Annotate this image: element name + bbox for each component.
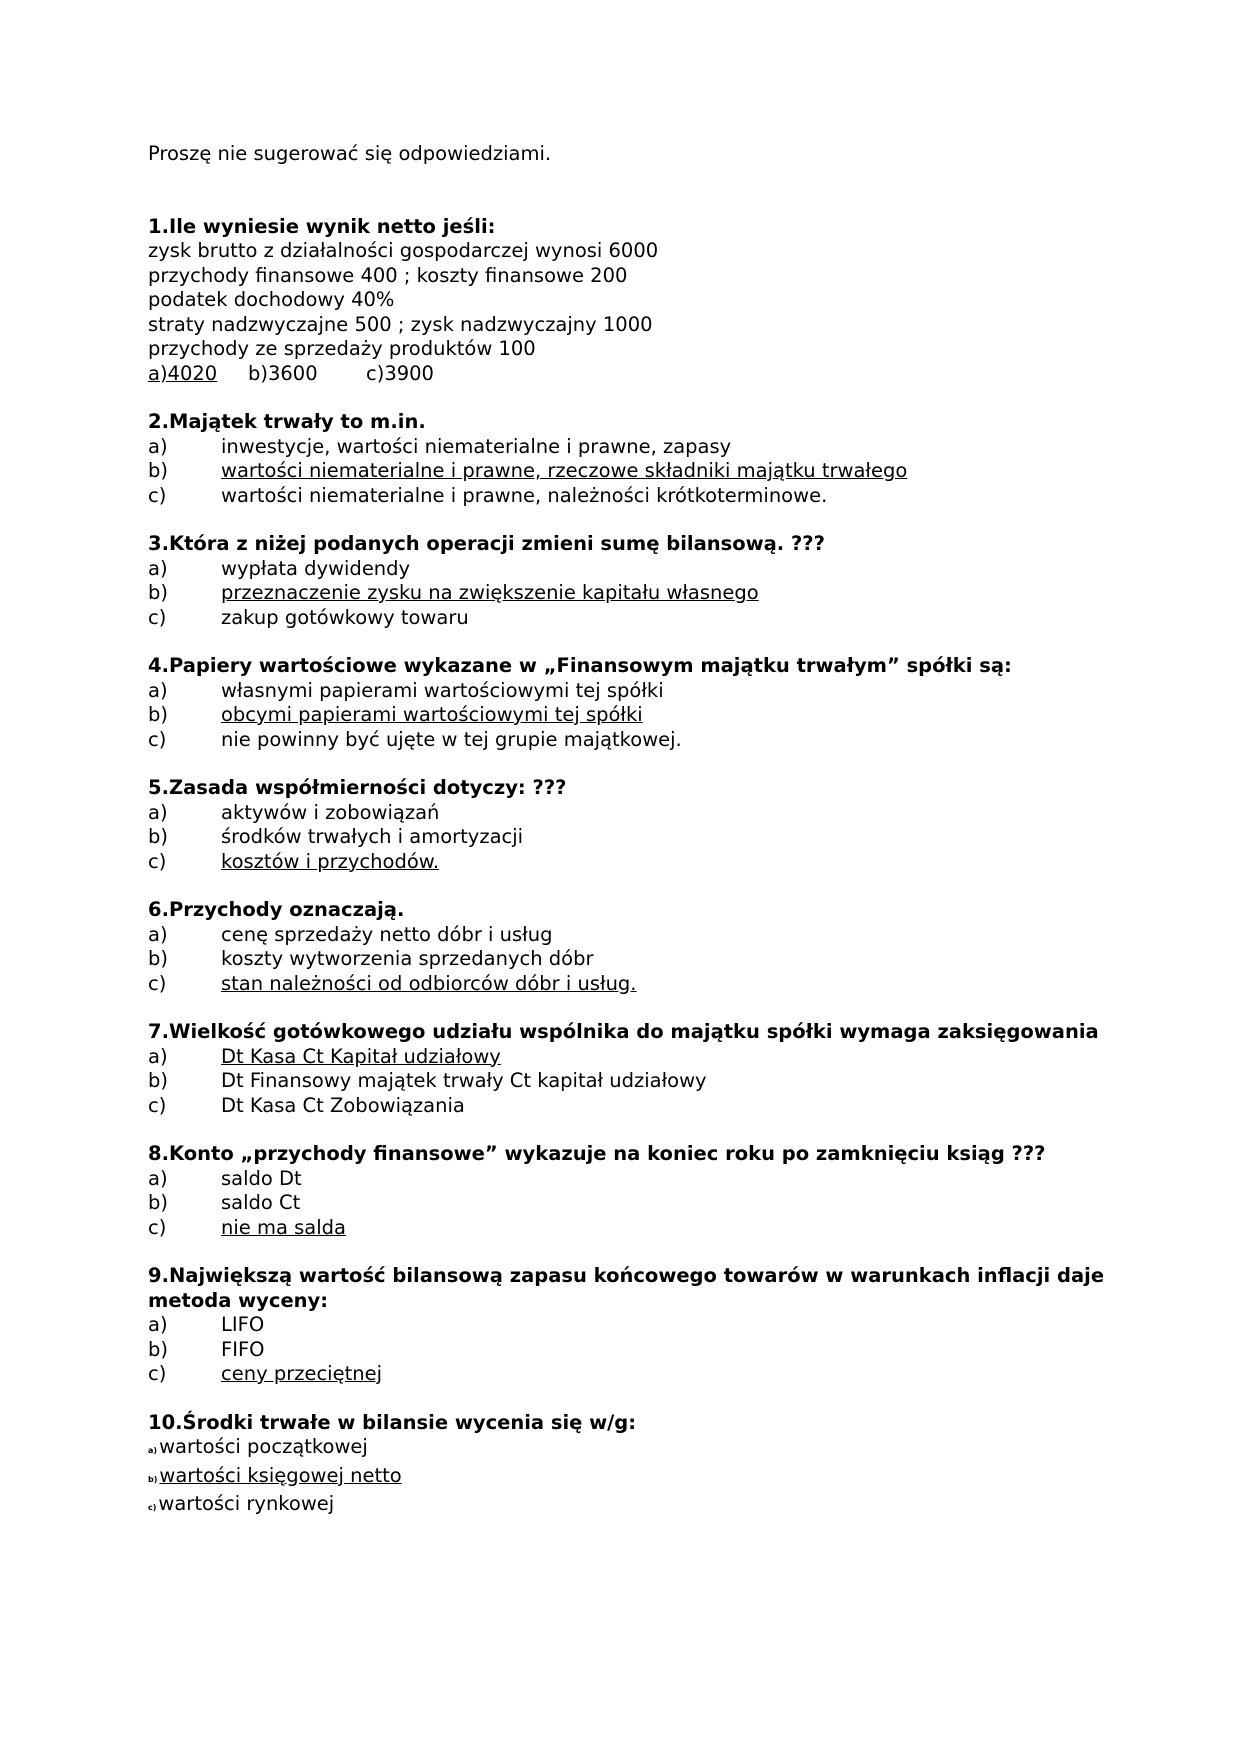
- question-title: 1.Ile wyniesie wynik netto jeśli:: [148, 214, 496, 238]
- question-title: 7.Wielkość gotówkowego udziału wspólnika do majątku spółki wymaga zaksięgowania: [148, 1020, 1099, 1043]
- option-b: [148, 459, 1128, 484]
- option-text-correct: przeznaczenie zysku na zwiększenie kapitału własnego: [221, 581, 759, 604]
- condition-line: zysk brutto z działalności gospodarczej wynosi 6000: [148, 239, 659, 262]
- option-letter: b): [148, 1337, 168, 1361]
- option-text: nie powinny być ujęte w tej grupie majątkowej.: [221, 727, 682, 751]
- option-letter: c): [148, 1503, 157, 1512]
- option-c: [148, 484, 1128, 509]
- option-a: [148, 1313, 1128, 1338]
- option-letter: a): [148, 434, 168, 458]
- option-letter: a): [148, 1044, 168, 1068]
- option-text: saldo Dt: [221, 1166, 302, 1190]
- option-letter: b): [148, 581, 168, 604]
- intro-text: Proszę nie sugerować się odpowiedziami.: [148, 142, 552, 165]
- question-title: 4.Papiery wartościowe wykazane w „Finansowym majątku trwałym” spółki są:: [148, 654, 1012, 677]
- option-text-correct: kosztów i przychodów.: [221, 849, 440, 873]
- question-title: 9.Największą wartość bilansową zapasu końcowego towarów w warunkach inflacji daje metoda wyceny:: [148, 1264, 1105, 1312]
- option-a: [148, 435, 1128, 460]
- question-title: 10.Środki trwałe w bilansie wycenia się w/g:: [148, 1410, 637, 1434]
- option-c: [148, 728, 1128, 753]
- option-c: [148, 606, 1128, 631]
- answer-row: [148, 362, 1128, 387]
- question-3: [148, 532, 1128, 630]
- option-letter: a): [148, 678, 168, 702]
- option-text: FIFO: [221, 1337, 265, 1361]
- option-c: [148, 850, 1128, 875]
- option-text: Dt Kasa Ct Zobowiązania: [221, 1093, 465, 1117]
- option-letter: b): [148, 1069, 168, 1092]
- option-text-correct: stan należności od odbiorców dóbr i usług.: [221, 971, 637, 995]
- condition-line: podatek dochodowy 40%: [148, 288, 395, 311]
- answer-c: c)3900: [366, 361, 434, 385]
- question-7: [148, 1020, 1128, 1118]
- option-letter: b): [148, 1474, 158, 1484]
- option-text: cenę sprzedaży netto dóbr i usług: [221, 922, 553, 946]
- option-letter: c): [148, 483, 167, 507]
- option-b: [148, 1069, 1128, 1094]
- option-letter: c): [148, 605, 167, 629]
- option-text-correct: ceny przeciętnej: [221, 1362, 382, 1385]
- option-c: [148, 1216, 1128, 1241]
- option-letter: c): [148, 1093, 167, 1117]
- option-b: [148, 703, 1128, 728]
- question-title: 6.Przychody oznaczają.: [148, 898, 405, 921]
- option-c: [148, 1362, 1128, 1387]
- answer-a: a)4020: [148, 361, 218, 385]
- option-text: koszty wytworzenia sprzedanych dóbr: [221, 947, 594, 970]
- option-text-correct: nie ma salda: [221, 1215, 346, 1239]
- option-letter: a): [148, 1166, 168, 1190]
- option-letter: c): [148, 1362, 167, 1385]
- option-a: [148, 1435, 1128, 1464]
- question-6: [148, 898, 1128, 996]
- option-letter: b): [148, 703, 168, 726]
- answer-b: b)3600: [248, 361, 318, 385]
- option-b: [148, 1191, 1128, 1216]
- question-2: [148, 410, 1128, 508]
- question-title: 5.Zasada współmierności dotyczy: ???: [148, 776, 567, 799]
- option-letter: b): [148, 947, 168, 970]
- option-letter: c): [148, 971, 167, 995]
- option-text: LIFO: [221, 1313, 265, 1336]
- question-5: [148, 776, 1128, 874]
- option-letter: a): [148, 922, 168, 946]
- option-c: [148, 1094, 1128, 1119]
- option-text-correct: wartości księgowej netto: [159, 1463, 402, 1487]
- option-c: [148, 972, 1128, 997]
- option-letter: b): [148, 459, 168, 482]
- option-text: własnymi papierami wartościowymi tej spółki: [221, 678, 664, 702]
- option-letter: b): [148, 825, 168, 848]
- option-a: [148, 557, 1128, 582]
- question-4: [148, 654, 1128, 752]
- option-a: [148, 1167, 1128, 1192]
- option-b: [148, 1338, 1128, 1363]
- option-letter: a): [148, 556, 168, 580]
- option-text: Dt Finansowy majątek trwały Ct kapitał udziałowy: [221, 1069, 707, 1092]
- document-page: [148, 142, 1128, 1545]
- option-letter: c): [148, 1215, 167, 1239]
- option-letter: a): [148, 1313, 168, 1336]
- option-text: wypłata dywidendy: [221, 556, 411, 580]
- question-title: 2.Majątek trwały to m.in.: [148, 410, 426, 433]
- option-b: [148, 947, 1128, 972]
- question-8: [148, 1142, 1128, 1240]
- option-text: inwestycje, wartości niematerialne i prawne, zapasy: [221, 434, 732, 458]
- option-a: [148, 923, 1128, 948]
- option-letter: c): [148, 727, 167, 751]
- condition-line: przychody finansowe 400 ; koszty finansowe 200: [148, 263, 628, 287]
- option-text-correct: obcymi papierami wartościowymi tej spółki: [221, 703, 643, 726]
- option-text: wartości rynkowej: [158, 1492, 335, 1515]
- option-text: zakup gotówkowy towaru: [221, 605, 469, 629]
- option-c: [148, 1492, 1128, 1521]
- option-letter: c): [148, 849, 167, 873]
- option-text: środków trwałych i amortyzacji: [221, 825, 524, 848]
- option-a: [148, 1045, 1128, 1070]
- option-text-correct: Dt Kasa Ct Kapitał udziałowy: [221, 1044, 501, 1068]
- option-letter: a): [148, 800, 168, 824]
- option-b: [148, 1464, 1128, 1493]
- option-b: [148, 825, 1128, 850]
- condition-line: przychody ze sprzedaży produktów 100: [148, 337, 536, 360]
- question-1: [148, 215, 1128, 387]
- question-title: 3.Która z niżej podanych operacji zmieni sumę bilansową. ???: [148, 532, 825, 555]
- option-text: saldo Ct: [221, 1191, 301, 1214]
- option-a: [148, 801, 1128, 826]
- option-letter: a): [148, 1446, 158, 1455]
- option-b: [148, 581, 1128, 606]
- question-9: [148, 1264, 1128, 1387]
- condition-line: straty nadzwyczajne 500 ; zysk nadzwyczajny 1000: [148, 312, 653, 336]
- option-text-correct: wartości niematerialne i prawne, rzeczowe składniki majątku trwałego: [221, 459, 908, 482]
- question-10: [148, 1411, 1128, 1521]
- option-letter: b): [148, 1191, 168, 1214]
- option-a: [148, 679, 1128, 704]
- option-text: wartości początkowej: [159, 1435, 368, 1458]
- question-title: 8.Konto „przychody finansowe” wykazuje na koniec roku po zamknięciu ksiąg ???: [148, 1142, 1046, 1165]
- option-text: aktywów i zobowiązań: [221, 800, 440, 824]
- option-text: wartości niematerialne i prawne, należności krótkoterminowe.: [221, 483, 828, 507]
